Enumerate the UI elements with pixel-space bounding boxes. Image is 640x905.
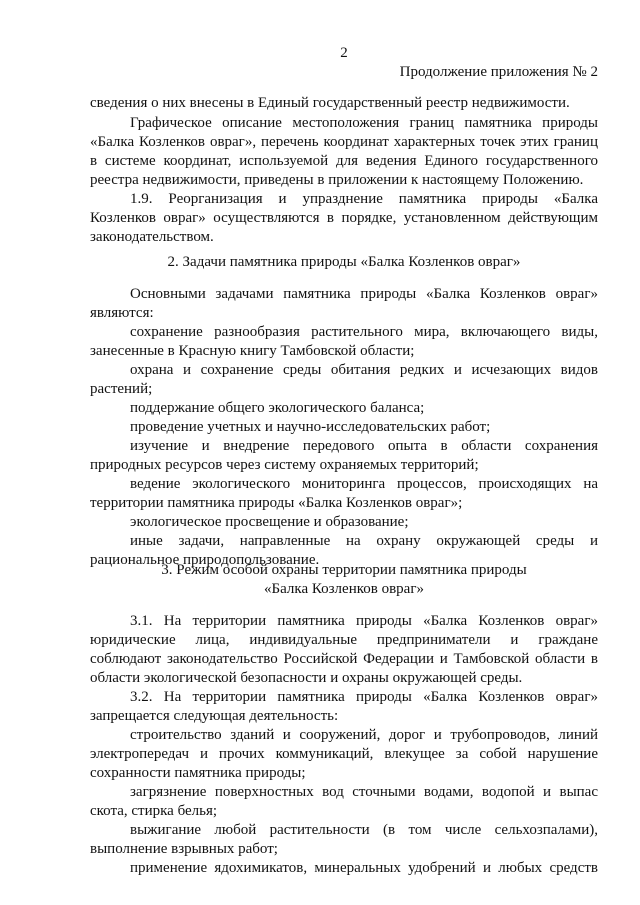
text-line: выжигание любой растительности (в том числе сельхозпалами), xyxy=(130,822,598,838)
text-line: 3.2. На территории памятника природы «Балка Козленков овраг» xyxy=(130,689,598,705)
text-line: Графическое описание местоположения границ памятника природы xyxy=(130,115,598,131)
text-line: электропередач и прочих коммуникаций, влекущее за собой нарушение xyxy=(90,746,598,762)
text-line: скота, стирка белья; xyxy=(90,803,218,819)
text-line: соблюдают законодательство Российской Федерации и Тамбовской области в xyxy=(90,651,598,667)
text-line: загрязнение поверхностных вод сточными водами, водопой и выпас xyxy=(130,784,598,800)
text-line: юридические лица, индивидуальные предприниматели и граждане xyxy=(90,632,598,648)
text-line: иные задачи, направленные на охрану окружающей среды и xyxy=(130,533,598,549)
text-line: поддержание общего экологического баланса; xyxy=(130,400,425,416)
text-line: природных ресурсов через систему охраняемых территорий; xyxy=(90,457,479,473)
text-line: занесенные в Красную книгу Тамбовской области; xyxy=(90,343,415,359)
text-line: Основными задачами памятника природы «Балка Козленков овраг» xyxy=(130,286,598,302)
text-line: изучение и внедрение передового опыта в области сохранения xyxy=(130,438,598,454)
section-heading: 3. Режим особой охраны территории памятника природы xyxy=(161,562,527,578)
text-line: ведение экологического мониторинга процессов, происходящих на xyxy=(130,476,598,492)
text-line: «Балка Козленков овраг», перечень координат характерных точек этих границ xyxy=(90,134,598,150)
text-line: территории памятника природы «Балка Козленков овраг»; xyxy=(90,495,463,511)
page-number: 2 xyxy=(340,45,348,61)
text-line: 1.9. Реорганизация и упразднение памятника природы «Балка xyxy=(130,191,598,207)
text-line: выполнение взрывных работ; xyxy=(90,841,278,857)
section-heading: «Балка Козленков овраг» xyxy=(264,581,424,597)
text-line: охрана и сохранение среды обитания редких и исчезающих видов xyxy=(130,362,598,378)
text-line: применение ядохимикатов, минеральных удобрений и любых средств xyxy=(130,860,598,876)
text-line: законодательством. xyxy=(90,229,214,245)
text-line: запрещается следующая деятельность: xyxy=(90,708,339,724)
text-line: 3.1. На территории памятника природы «Балка Козленков овраг» xyxy=(130,613,598,629)
text-line: являются: xyxy=(90,305,154,321)
text-line: рациональное природопользование. xyxy=(90,552,320,568)
continuation-note: Продолжение приложения № 2 xyxy=(399,64,598,80)
text-line: области экологической безопасности и охраны окружающей среды. xyxy=(90,670,523,686)
text-line: строительство зданий и сооружений, дорог и трубопроводов, линий xyxy=(130,727,598,743)
text-line: сохранение разнообразия растительного мира, включающего виды, xyxy=(130,324,598,340)
text-line: растений; xyxy=(90,381,153,397)
text-line: проведение учетных и научно-исследовательских работ; xyxy=(130,419,491,435)
text-line: экологическое просвещение и образование; xyxy=(130,514,409,530)
text-line: реестра недвижимости, приведены в приложении к настоящему Положению. xyxy=(90,172,584,188)
section-heading: 2. Задачи памятника природы «Балка Козленков овраг» xyxy=(167,254,521,270)
text-line: Козленков овраг» осуществляются в порядке, установленном действующим xyxy=(90,210,598,226)
text-line: сведения о них внесены в Единый государственный реестр недвижимости. xyxy=(90,95,570,111)
text-line: в системе координат, используемой для ведения Единого государственного xyxy=(90,153,598,169)
text-line: сохранности памятника природы; xyxy=(90,765,306,781)
